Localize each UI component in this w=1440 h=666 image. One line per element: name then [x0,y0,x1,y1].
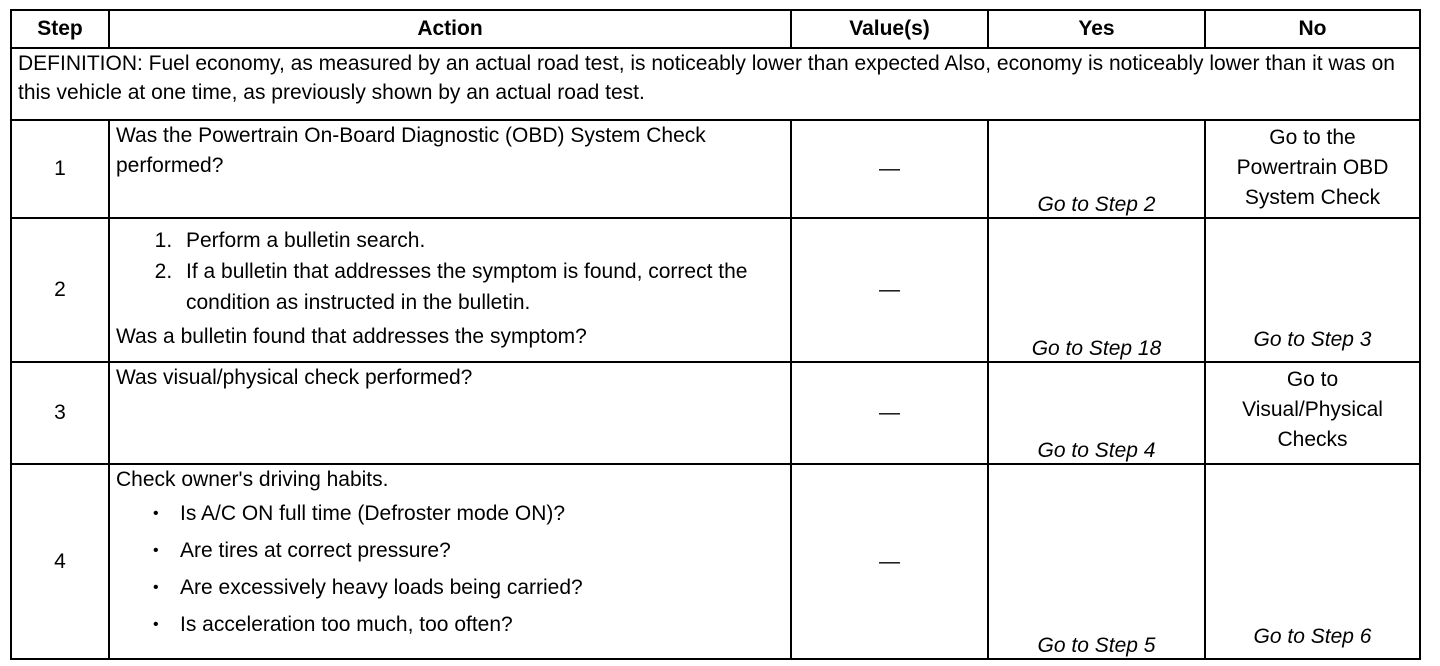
no-line: System Check [1244,186,1381,209]
no-link[interactable] [1205,362,1420,464]
list-item: 1. Perform a bulletin search. [178,225,784,256]
yes-link[interactable]: Go to Step 2 [988,120,1205,218]
step-number: 1 [11,120,109,218]
yes-link[interactable]: Go to Step 4 [988,362,1205,464]
action-question: Was a bulletin found that addresses the symptom? [116,325,587,348]
table-row [11,120,1420,218]
table-row [11,362,1420,464]
list-item: • Is acceleration too much, too often? [180,606,784,643]
list-item: • Are excessively heavy loads being carried? [180,569,784,606]
header-action: Action [109,10,791,48]
step-number: 2 [11,218,109,362]
header-no: No [1205,10,1420,48]
diagnostic-table [10,9,1421,660]
list-item: • Is A/C ON full time (Defroster mode ON)? [180,495,784,532]
action-cell [109,218,791,362]
no-line: Powertrain OBD [1236,156,1389,179]
value-dash: — [879,278,900,301]
no-line: Visual/Physical [1242,398,1383,421]
no-line: Checks [1277,428,1348,451]
value-cell [791,218,988,362]
value-cell [791,362,988,464]
action-text: Check owner's driving habits. [116,468,389,491]
definition-row [11,48,1420,120]
no-line: Go to [1286,368,1339,391]
header-values: Value(s) [791,10,988,48]
action-text: Was the Powertrain On-Board Diagnostic (OBD) System Check performed? [109,120,791,218]
yes-link[interactable]: Go to Step 5 [988,464,1205,659]
action-cell [109,464,791,659]
step-number: 3 [11,362,109,464]
table-row [11,464,1420,659]
list-item: • Are tires at correct pressure? [180,532,784,569]
header-yes: Yes [988,10,1205,48]
value-cell [791,120,988,218]
no-line: Go to the [1269,126,1356,149]
list-item: 2. If a bulletin that addresses the symptom is found, correct the condition as instructed in the bulletin. [178,256,784,318]
action-text: Was visual/physical check performed? [109,362,791,464]
step-number: 4 [11,464,109,659]
value-dash: — [879,549,900,573]
action-steps-list [116,225,784,318]
no-link[interactable]: Go to Step 3 [1205,218,1420,362]
no-link[interactable] [1205,120,1420,218]
value-dash: — [879,401,900,424]
value-cell [791,464,988,659]
value-dash: — [879,157,900,180]
yes-link[interactable]: Go to Step 18 [988,218,1205,362]
header-step: Step [11,10,109,48]
habit-checklist [116,495,784,643]
table-row [11,218,1420,362]
header-row [11,10,1420,48]
definition-text: DEFINITION: Fuel economy, as measured by an actual road test, is noticeably lower than expected Also, economy is noticeably lower than it was on this vehicle at one time, as previously shown by an actual road test. [11,48,1420,120]
no-link[interactable]: Go to Step 6 [1205,464,1420,659]
